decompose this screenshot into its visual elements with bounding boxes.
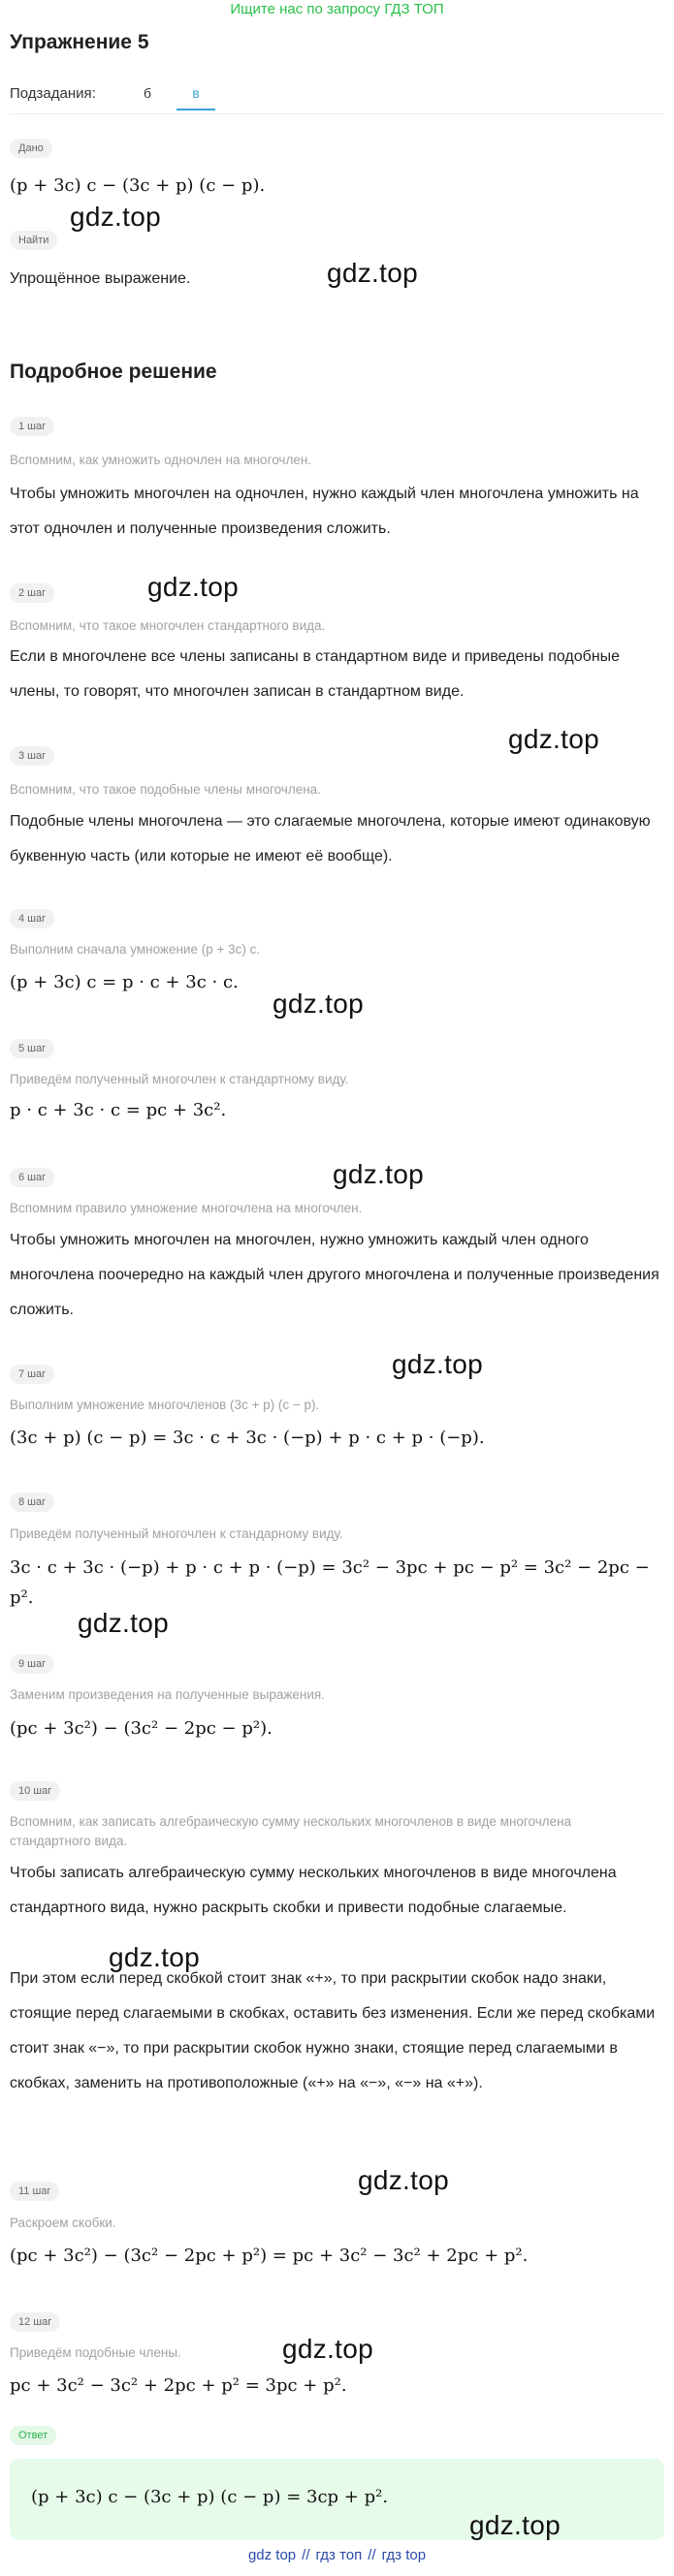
watermark: gdz.top xyxy=(273,989,364,1019)
watermark: gdz.top xyxy=(392,1349,483,1379)
step-11-hint: Раскроем скобки. xyxy=(10,2215,116,2230)
footer-link-2[interactable]: гдз топ xyxy=(315,2547,363,2563)
answer-pill: Ответ xyxy=(10,2426,56,2445)
step-8-math-line-1: 3c · c + 3c · (−p) + p · c + p · (−p) = 3c² − 3pc + pc − p² = 3c² − 2pc − xyxy=(10,1557,650,1578)
step-12-math: pc + 3c² − 3c² + 2pc + p² = 3pc + p². xyxy=(10,2375,347,2396)
given-expression: (p + 3c) c − (3c + p) (c − p). xyxy=(10,175,266,196)
step-2-text: Если в многочлене все члены записаны в стандартном виде и приведены подобные члены, то говорят, что многочлен записан в стандартном виде. xyxy=(10,648,621,700)
watermark: gdz.top xyxy=(147,572,239,602)
footer-link-3[interactable]: гдз top xyxy=(381,2547,427,2563)
subtask-tab-v[interactable]: в xyxy=(177,81,215,110)
watermark: gdz.top xyxy=(70,202,161,232)
subtasks-divider xyxy=(10,113,664,114)
step-9-math: (pc + 3c²) − (3c² − 2pc − p²). xyxy=(10,1718,273,1739)
watermark: gdz.top xyxy=(78,1608,169,1638)
step-4-hint: Выполним сначала умножение (p + 3c) c. xyxy=(10,942,261,957)
step-10-pill: 10 шаг xyxy=(10,1781,60,1801)
answer-math: (p + 3c) c − (3c + p) (c − p) = 3cp + p². xyxy=(31,2487,389,2507)
step-11-pill: 11 шаг xyxy=(10,2182,59,2201)
step-4-math: (p + 3c) c = p · c + 3c · c. xyxy=(10,972,239,992)
step-3-hint: Вспомним, что такое подобные члены многочлена. xyxy=(10,782,321,797)
step-1-text: Чтобы умножить многочлен на одночлен, нужно каждый член многочлена умножить на этот одночлен и полученные произведения сложить. xyxy=(10,486,639,537)
step-4-pill: 4 шаг xyxy=(10,909,54,928)
watermark: gdz.top xyxy=(282,2334,373,2364)
subtasks-label: Подзадания: xyxy=(10,85,96,102)
watermark: gdz.top xyxy=(327,258,418,288)
watermark: gdz.top xyxy=(333,1159,424,1189)
subtask-tab-b[interactable]: б xyxy=(143,85,152,101)
step-5-math: p · c + 3c · c = pc + 3c². xyxy=(10,1100,227,1120)
step-8-pill: 8 шаг xyxy=(10,1492,54,1512)
step-1-hint: Вспомним, как умножить одночлен на многочлен. xyxy=(10,453,312,467)
step-2-pill: 2 шаг xyxy=(10,583,54,603)
footer-link-1[interactable]: gdz top xyxy=(247,2547,297,2563)
watermark: gdz.top xyxy=(469,2510,561,2540)
step-10-text: Чтобы записать алгебраическую сумму нескольких многочленов в виде многочлена стандартного вида, нужно раскрыть скобки и привести подобные слагаемые. xyxy=(10,1865,617,1916)
step-8-math-line-2: p². xyxy=(10,1587,34,1608)
step-3-text: Подобные члены многочлена — это слагаемые многочлена, которые имеют одинаковую буквенную часть (или которые не имеют её вообще). xyxy=(10,813,651,864)
footer-links xyxy=(0,2547,674,2563)
step-9-hint: Заменим произведения на полученные выражения. xyxy=(10,1687,325,1702)
given-pill: Дано xyxy=(10,139,52,158)
find-pill: Найти xyxy=(10,231,57,250)
find-text: Упрощённое выражение. xyxy=(10,270,191,287)
step-2-hint: Вспомним, что такое многочлен стандартного вида. xyxy=(10,618,326,633)
step-10-text-2: При этом если перед скобкой стоит знак «+», то при раскрытии скобок надо знаки, стоящие перед слагаемыми в скобках, оставить без изменения. Если же перед скобками стоит знак «−», то при раскрытии скобок нужно знаки, стоящие перед слагаемыми в скобках, заменить на противоположные («+» на «−», «−» на «+»). xyxy=(10,1970,656,2091)
step-6-pill: 6 шаг xyxy=(10,1168,54,1187)
step-5-pill: 5 шаг xyxy=(10,1039,54,1058)
step-6-hint: Вспомним правило умножение многочлена на многочлен. xyxy=(10,1201,363,1215)
step-5-hint: Приведём полученный многочлен к стандартному виду. xyxy=(10,1072,349,1086)
watermark: gdz.top xyxy=(109,1942,200,1972)
watermark: gdz.top xyxy=(508,724,599,754)
footer-separator: // xyxy=(368,2547,376,2563)
step-8-hint: Приведём полученный многочлен к стандарному виду. xyxy=(10,1526,343,1541)
section-title: Подробное решение xyxy=(10,361,217,383)
step-7-math: (3c + p) (c − p) = 3c · c + 3c · (−p) + p · c + p · (−p). xyxy=(10,1428,485,1448)
watermark: gdz.top xyxy=(358,2165,449,2195)
step-10-hint: Вспомним, как записать алгебраическую сумму нескольких многочленов в виде многочлена стандартного вида. xyxy=(10,1814,572,1848)
top-banner[interactable]: Ищите нас по запросу ГДЗ ТОП xyxy=(230,1,444,17)
step-6-text: Чтобы умножить многочлен на многочлен, нужно умножить каждый член одного многочлена поочередно на каждый член другого многочлена и полученные произведения сложить. xyxy=(10,1232,659,1318)
step-9-pill: 9 шаг xyxy=(10,1654,54,1674)
step-12-hint: Приведём подобные члены. xyxy=(10,2345,181,2360)
step-7-hint: Выполним умножение многочленов (3c + p) (c − p). xyxy=(10,1398,320,1412)
step-3-pill: 3 шаг xyxy=(10,746,54,766)
step-1-pill: 1 шаг xyxy=(10,417,54,436)
step-11-math: (pc + 3c²) − (3c² − 2pc + p²) = pc + 3c² − 3c² + 2pc + p². xyxy=(10,2246,529,2266)
step-12-pill: 12 шаг xyxy=(10,2312,60,2332)
step-7-pill: 7 шаг xyxy=(10,1365,54,1384)
footer-separator: // xyxy=(302,2547,310,2563)
page-title: Упражнение 5 xyxy=(10,31,149,53)
